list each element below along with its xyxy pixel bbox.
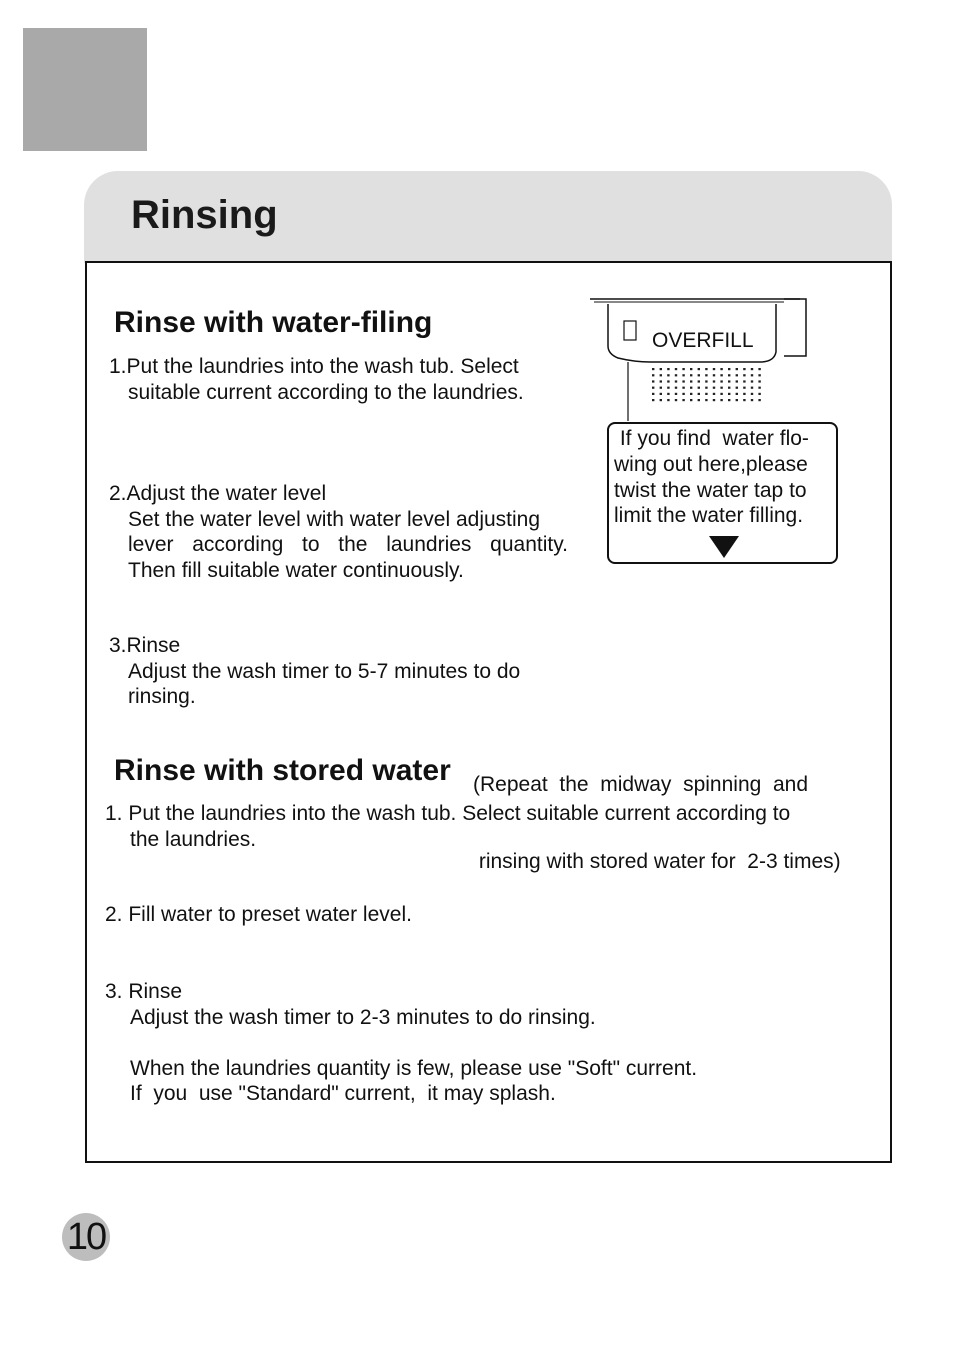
page-number-badge: 10	[62, 1213, 110, 1261]
overfill-callout	[607, 422, 838, 564]
step-line: rinsing.	[128, 685, 196, 708]
drain-holes-icon	[652, 368, 761, 401]
page-title: Rinsing	[131, 193, 278, 237]
step1-water-filing	[109, 354, 524, 405]
step-line: suitable current according to the laundries.	[128, 380, 524, 404]
step3-stored-water	[105, 979, 697, 1107]
overfill-diagram	[588, 296, 810, 421]
step-line: 1. Put the laundries into the wash tub. Select suitable current according to	[105, 802, 791, 825]
step-line: Adjust the wash timer to 2-3 minutes to do rinsing.	[130, 1005, 596, 1029]
callout-line: twist the water tap to	[614, 478, 807, 502]
callout-line: wing out here,please	[614, 452, 808, 476]
callout-text	[614, 426, 834, 529]
step1-stored-water	[105, 801, 790, 852]
step-line: lever according to the laundries quantity.	[128, 533, 568, 556]
step-line: If you use "Standard" current, it may splash.	[130, 1082, 556, 1105]
step-line: 3.Rinse	[109, 634, 181, 657]
overfill-label: OVERFILL	[652, 329, 754, 352]
note-line: (Repeat the midway spinning and	[473, 773, 809, 796]
section-heading-stored-water: Rinse with stored water	[114, 754, 451, 787]
callout-line: If you find water flo-	[614, 427, 809, 450]
corner-block	[23, 28, 147, 151]
overfill-indicator-icon	[624, 321, 636, 340]
step-line: 2.Adjust the water level	[109, 482, 327, 505]
step2-water-filing	[109, 481, 574, 583]
step-line: When the laundries quantity is few, please use "Soft" current.	[130, 1056, 698, 1080]
step2-stored-water: 2. Fill water to preset water level.	[105, 903, 412, 926]
step-line: the laundries.	[130, 827, 257, 851]
step3-water-filing	[109, 633, 520, 710]
step-line: Then fill suitable water continuously.	[128, 558, 464, 582]
step-line: 3. Rinse	[105, 980, 183, 1003]
callout-line: limit the water filling.	[614, 504, 804, 528]
step-line: 1.Put the laundries into the wash tub. Select	[109, 355, 519, 378]
note-line: rinsing with stored water for 2-3 times)	[473, 849, 841, 873]
step-line: Set the water level with water level adjusting	[128, 507, 541, 531]
section-heading-water-filing: Rinse with water-filing	[114, 306, 433, 339]
step-line: Adjust the wash timer to 5-7 minutes to do	[128, 659, 521, 683]
arrow-down-icon	[709, 536, 739, 558]
